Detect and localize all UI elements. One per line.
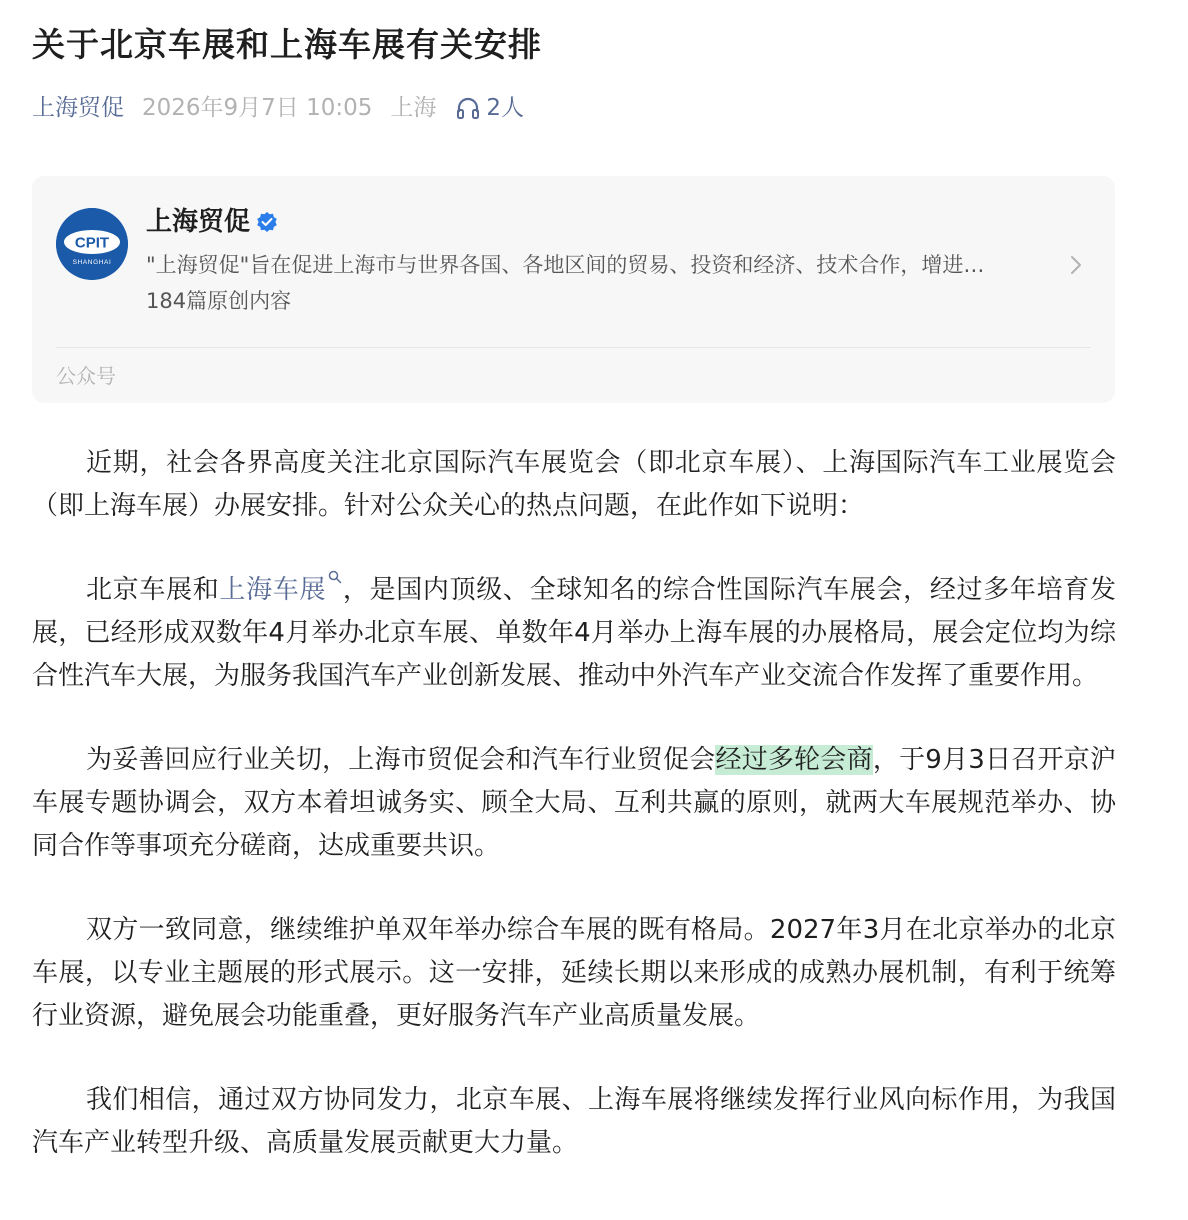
account-description: "上海贸促"旨在促进上海市与世界各国、各地区间的贸易、投资和经济、技术合作，增进… — [146, 253, 985, 277]
highlighted-text: 经过多轮会商 — [715, 745, 873, 775]
account-type-label: 公众号 — [56, 364, 116, 388]
svg-text:CPIT: CPIT — [74, 234, 110, 252]
publish-date: 2026年9月7日 10:05 — [142, 95, 373, 121]
card-divider — [56, 347, 1091, 348]
search-icon — [328, 570, 342, 584]
paragraph-2-text-a: 北京车展和 — [86, 575, 220, 605]
keyword-link-text: 上海车展 — [219, 575, 327, 605]
author-link[interactable]: 上海贸促 — [32, 95, 124, 121]
original-count: 184篇原创内容 — [146, 289, 292, 313]
account-card[interactable] — [32, 176, 1115, 403]
paragraph-3-text-b: ，于9月3日召开京沪车展专题协调会，双方本着坦诚务实、顾全大局、互利共赢的原则，就两大车展规范举办、协同合作等事项充分磋商，达成重要共识。 — [32, 745, 1116, 861]
account-avatar — [56, 208, 128, 280]
paragraph-2-text-b: ，是国内顶级、全球知名的综合性国际汽车展会，经过多年培育发展，已经形成双数年4月举办北京车展、单数年4月举办上海车展的办展格局，展会定位均为综合性汽车大展，为服务我国汽车产业创新发展、推动中外汽车产业交流合作发挥了重要作用。 — [32, 575, 1116, 691]
listen-button[interactable] — [456, 88, 524, 128]
cpit-logo-icon — [56, 208, 128, 280]
chevron-right-icon[interactable] — [1069, 248, 1089, 282]
article-body — [32, 442, 1116, 1206]
account-name-row — [146, 204, 278, 240]
paragraph-4: 双方一致同意，继续维护单双年举办综合车展的既有格局。2027年3月在北京举办的北京车展，以专业主题展的形式展示。这一安排，延续长期以来形成的成熟办展机制，有利于统筹行业资源，避免展会功能重叠，更好服务汽车产业高质量发展。 — [32, 915, 1116, 1031]
headphones-icon — [456, 97, 480, 119]
verified-badge-icon — [256, 211, 278, 233]
paragraph-5: 我们相信，通过双方协同发力，北京车展、上海车展将继续发挥行业风向标作用，为我国汽车产业转型升级、高质量发展贡献更大力量。 — [32, 1085, 1116, 1158]
svg-text:SHANGHAI: SHANGHAI — [72, 259, 112, 266]
keyword-search-link[interactable] — [219, 575, 342, 605]
paragraph-2 — [32, 569, 1116, 698]
paragraph-3-text-a: 为妥善回应行业关切，上海市贸促会和汽车行业贸促会 — [86, 745, 716, 775]
listener-count: 2人 — [486, 95, 525, 121]
paragraph-1: 近期，社会各界高度关注北京国际汽车展览会（即北京车展）、上海国际汽车工业展览会（即上海车展）办展安排。针对公众关心的热点问题，在此作如下说明： — [32, 448, 1116, 521]
article-meta — [32, 88, 524, 128]
paragraph-3 — [32, 739, 1116, 868]
publish-location: 上海 — [390, 95, 437, 121]
article-title: 关于北京车展和上海车展有关安排 — [32, 25, 542, 64]
account-name: 上海贸促 — [146, 207, 251, 237]
